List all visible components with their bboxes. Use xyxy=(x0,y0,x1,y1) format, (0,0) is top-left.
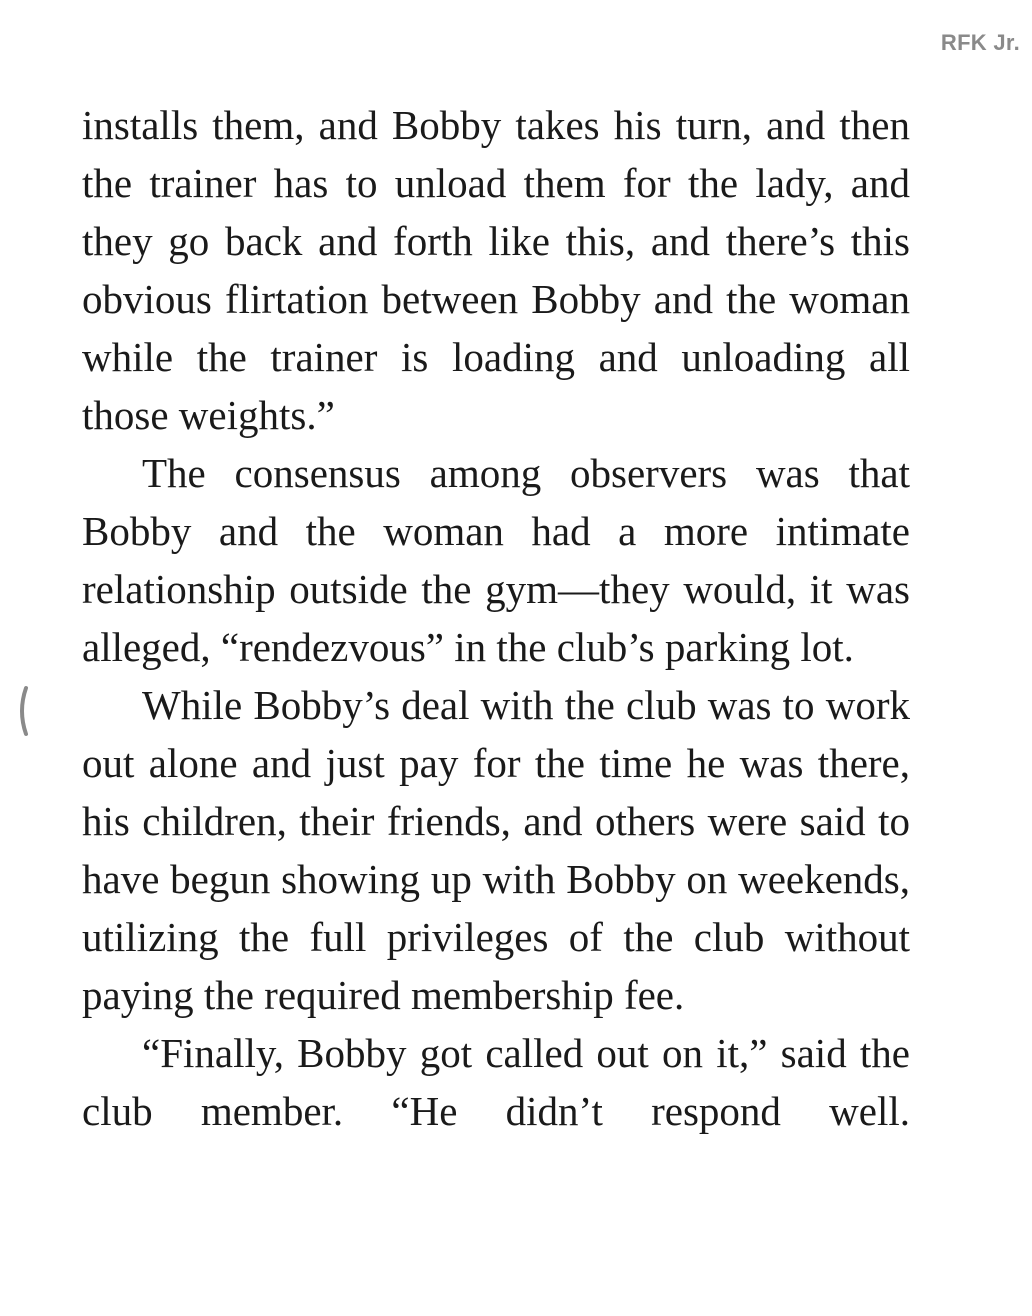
running-header-title: RFK Jr. xyxy=(940,30,1020,55)
chevron-left-icon xyxy=(8,682,36,740)
paragraph: “Finally, Bobby got called out on it,” said the club member. “He didn’t respond well. xyxy=(82,1030,910,1134)
book-page-text xyxy=(82,96,910,1140)
paragraph: While Bobby’s deal with the club was to work out alone and just pay for the time he was there, his children, their friends, and others were said to have begun showing up with Bobby on weekends, utilizing the full privileges of the club without paying the required membership fee. xyxy=(82,682,910,1018)
paragraph: installs them, and Bobby takes his turn, and then the trainer has to unload them for the lady, and they go back and forth like this, and there’s this obvious flirtation between Bobby and the woman while the trainer is loading and unloading all those weights.” xyxy=(82,102,910,438)
paragraph: The consensus among observers was that Bobby and the woman had a more intimate relationship outside the gym—they would, it was alleged, “rendezvous” in the club’s parking lot. xyxy=(82,450,910,670)
previous-page-button[interactable] xyxy=(8,682,36,740)
